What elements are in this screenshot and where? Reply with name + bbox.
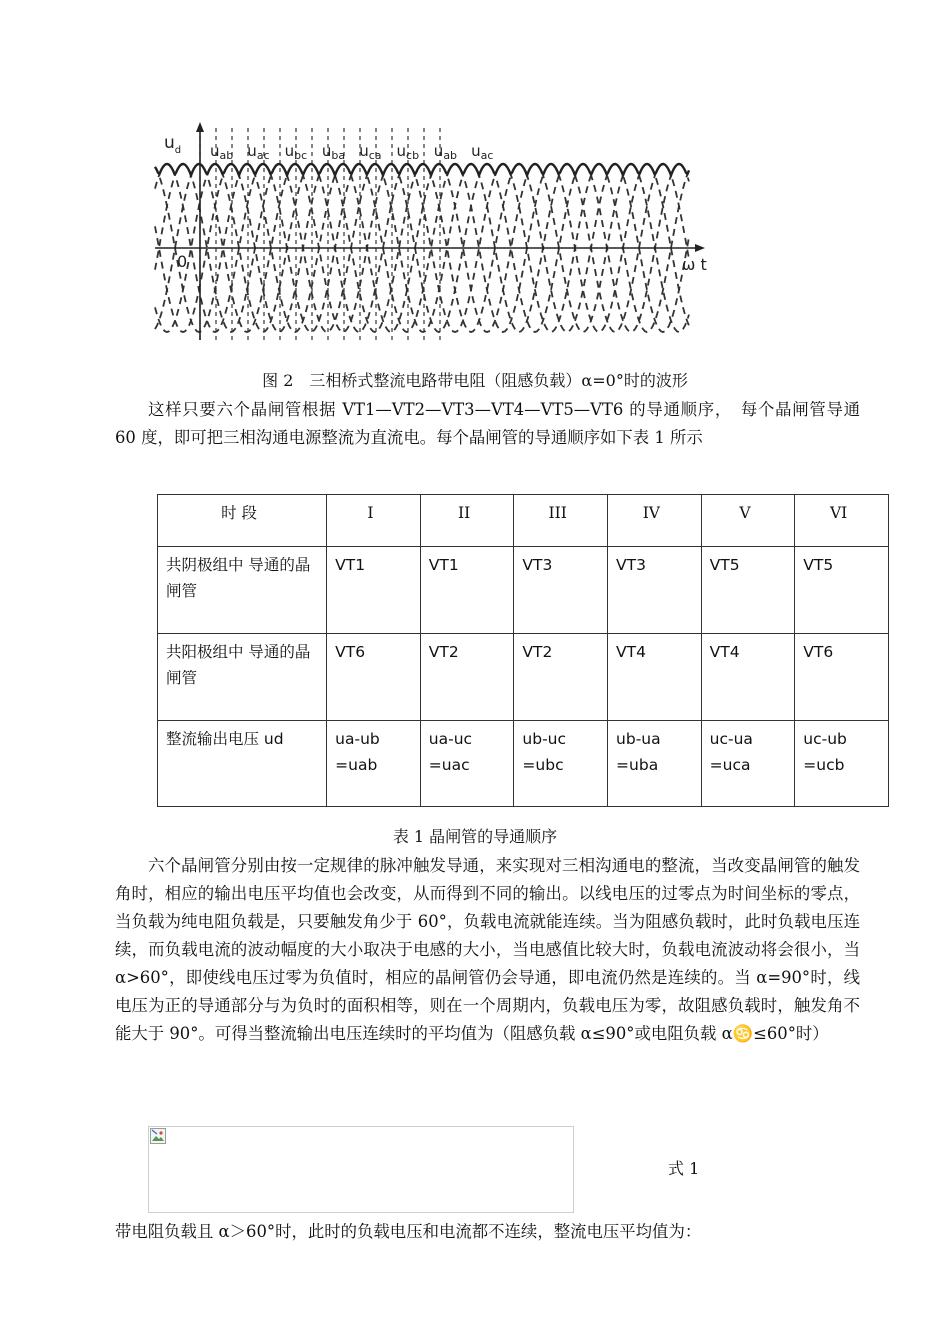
segment-label: $u_{ab}$ <box>210 142 234 162</box>
table-cell: VT2 <box>420 634 514 721</box>
table-row <box>158 721 889 807</box>
table-cell: uc-ua =uca <box>701 721 795 807</box>
table-cell: VT3 <box>608 547 702 634</box>
paragraph-3: 带电阻负载且 α＞60°时，此时的负载电压和电流都不连续，整流电压平均值为： <box>115 1222 702 1241</box>
broken-image-icon <box>150 1128 166 1144</box>
table-row <box>158 547 889 634</box>
segment-label: $u_{cb}$ <box>396 142 420 162</box>
table-cell: VT4 <box>701 634 795 721</box>
header-cell: III <box>514 495 608 547</box>
table-cell: VT6 <box>795 634 889 721</box>
figure-caption: 图 2 三相桥式整流电路带电阻（阻感负载）α=0°时的波形 <box>262 371 688 390</box>
segment-label: $u_{ac}$ <box>471 142 494 162</box>
header-cell: VI <box>795 495 889 547</box>
table-cell: ub-ua =uba <box>608 721 702 807</box>
table-cell: ua-ub =uab <box>327 721 421 807</box>
x-axis-arrow <box>695 244 705 252</box>
table-cell: uc-ub =ucb <box>795 721 889 807</box>
table-row <box>158 634 889 721</box>
header-cell: V <box>701 495 795 547</box>
row-label-cell: 整流输出电压 ud <box>158 721 327 807</box>
table-cell: VT2 <box>514 634 608 721</box>
header-cell: II <box>420 495 514 547</box>
row-label-cell: 共阴极组中 导通的晶闸管 <box>158 547 327 634</box>
waveform-plot <box>150 118 720 348</box>
segment-label: $u_{bc}$ <box>284 142 308 162</box>
equation-label: 式 1 <box>668 1159 700 1178</box>
formula-image-placeholder <box>148 1126 574 1213</box>
table-cell: VT1 <box>420 547 514 634</box>
waveform-figure <box>150 118 720 348</box>
segment-label: $u_{ac}$ <box>247 142 270 162</box>
y-axis-label-sub: d <box>174 145 182 156</box>
table-cell: VT4 <box>608 634 702 721</box>
segment-label: $u_{ab}$ <box>433 142 458 162</box>
paragraph-2: 六个晶闸管分别由按一定规律的脉冲触发导通，来实现对三相沟通电的整流，当改变晶闸管的触发角时，相应的输出电压平均值也会改变，从而得到不同的输出。以线电压的过零点为时间坐标的零点，当负载为纯电阻负载是，只要触发角少于 60°，负载电流就能连续。当为阻感负载时，此时负载电压连续，而负载电流的波动幅度的大小取决于电感的大小，当电感值比较大时，负载电流波动将会很小，当 α>60°，即使线电压过零为负值时，相应的晶闸管仍会导通，即电流仍然是连续的。当 α=90°时，线电压为正的导通部分与为负时的面积相等，则在一个周期内，负载电压为零，故阻感负载时，触发角不能大于 90°。可得当整流输出电压连续时的平均值为（阻感负载 α≤90°或电阻负载 α♋≤60°时） <box>115 856 860 1043</box>
header-cell: I <box>327 495 421 547</box>
conduction-table <box>157 494 889 807</box>
origin-label: 0 <box>177 252 188 271</box>
table-cell: VT1 <box>327 547 421 634</box>
y-axis-label: $u_d$ <box>164 133 182 156</box>
output-voltage-envelope <box>155 164 689 175</box>
table-caption: 表 1 晶闸管的导通顺序 <box>392 827 558 846</box>
header-cell: 时 段 <box>158 495 327 547</box>
table-cell: ua-uc =uac <box>420 721 514 807</box>
y-axis-arrow <box>196 122 204 132</box>
table-header-row <box>158 495 889 547</box>
segment-labels <box>210 142 493 162</box>
row-label-cell: 共阳极组中 导通的晶闸管 <box>158 634 327 721</box>
table-cell: VT5 <box>795 547 889 634</box>
paragraph-1: 这样只要六个晶闸管根据 VT1—VT2—VT3—VT4—VT5—VT6 的导通顺序， 每个晶闸管导通 60 度，即可把三相沟通电源整流为直流电。每个晶闸管的导通顺序如下表 1 所示 <box>115 400 860 447</box>
table-cell: VT5 <box>701 547 795 634</box>
segment-label: $u_{ca}$ <box>359 142 382 162</box>
table-cell: VT6 <box>327 634 421 721</box>
segment-label: $u_{ba}$ <box>321 142 346 162</box>
header-cell: IV <box>608 495 702 547</box>
table-cell: VT3 <box>514 547 608 634</box>
table-cell: ub-uc =ubc <box>514 721 608 807</box>
x-axis-label: ω t <box>682 255 707 274</box>
